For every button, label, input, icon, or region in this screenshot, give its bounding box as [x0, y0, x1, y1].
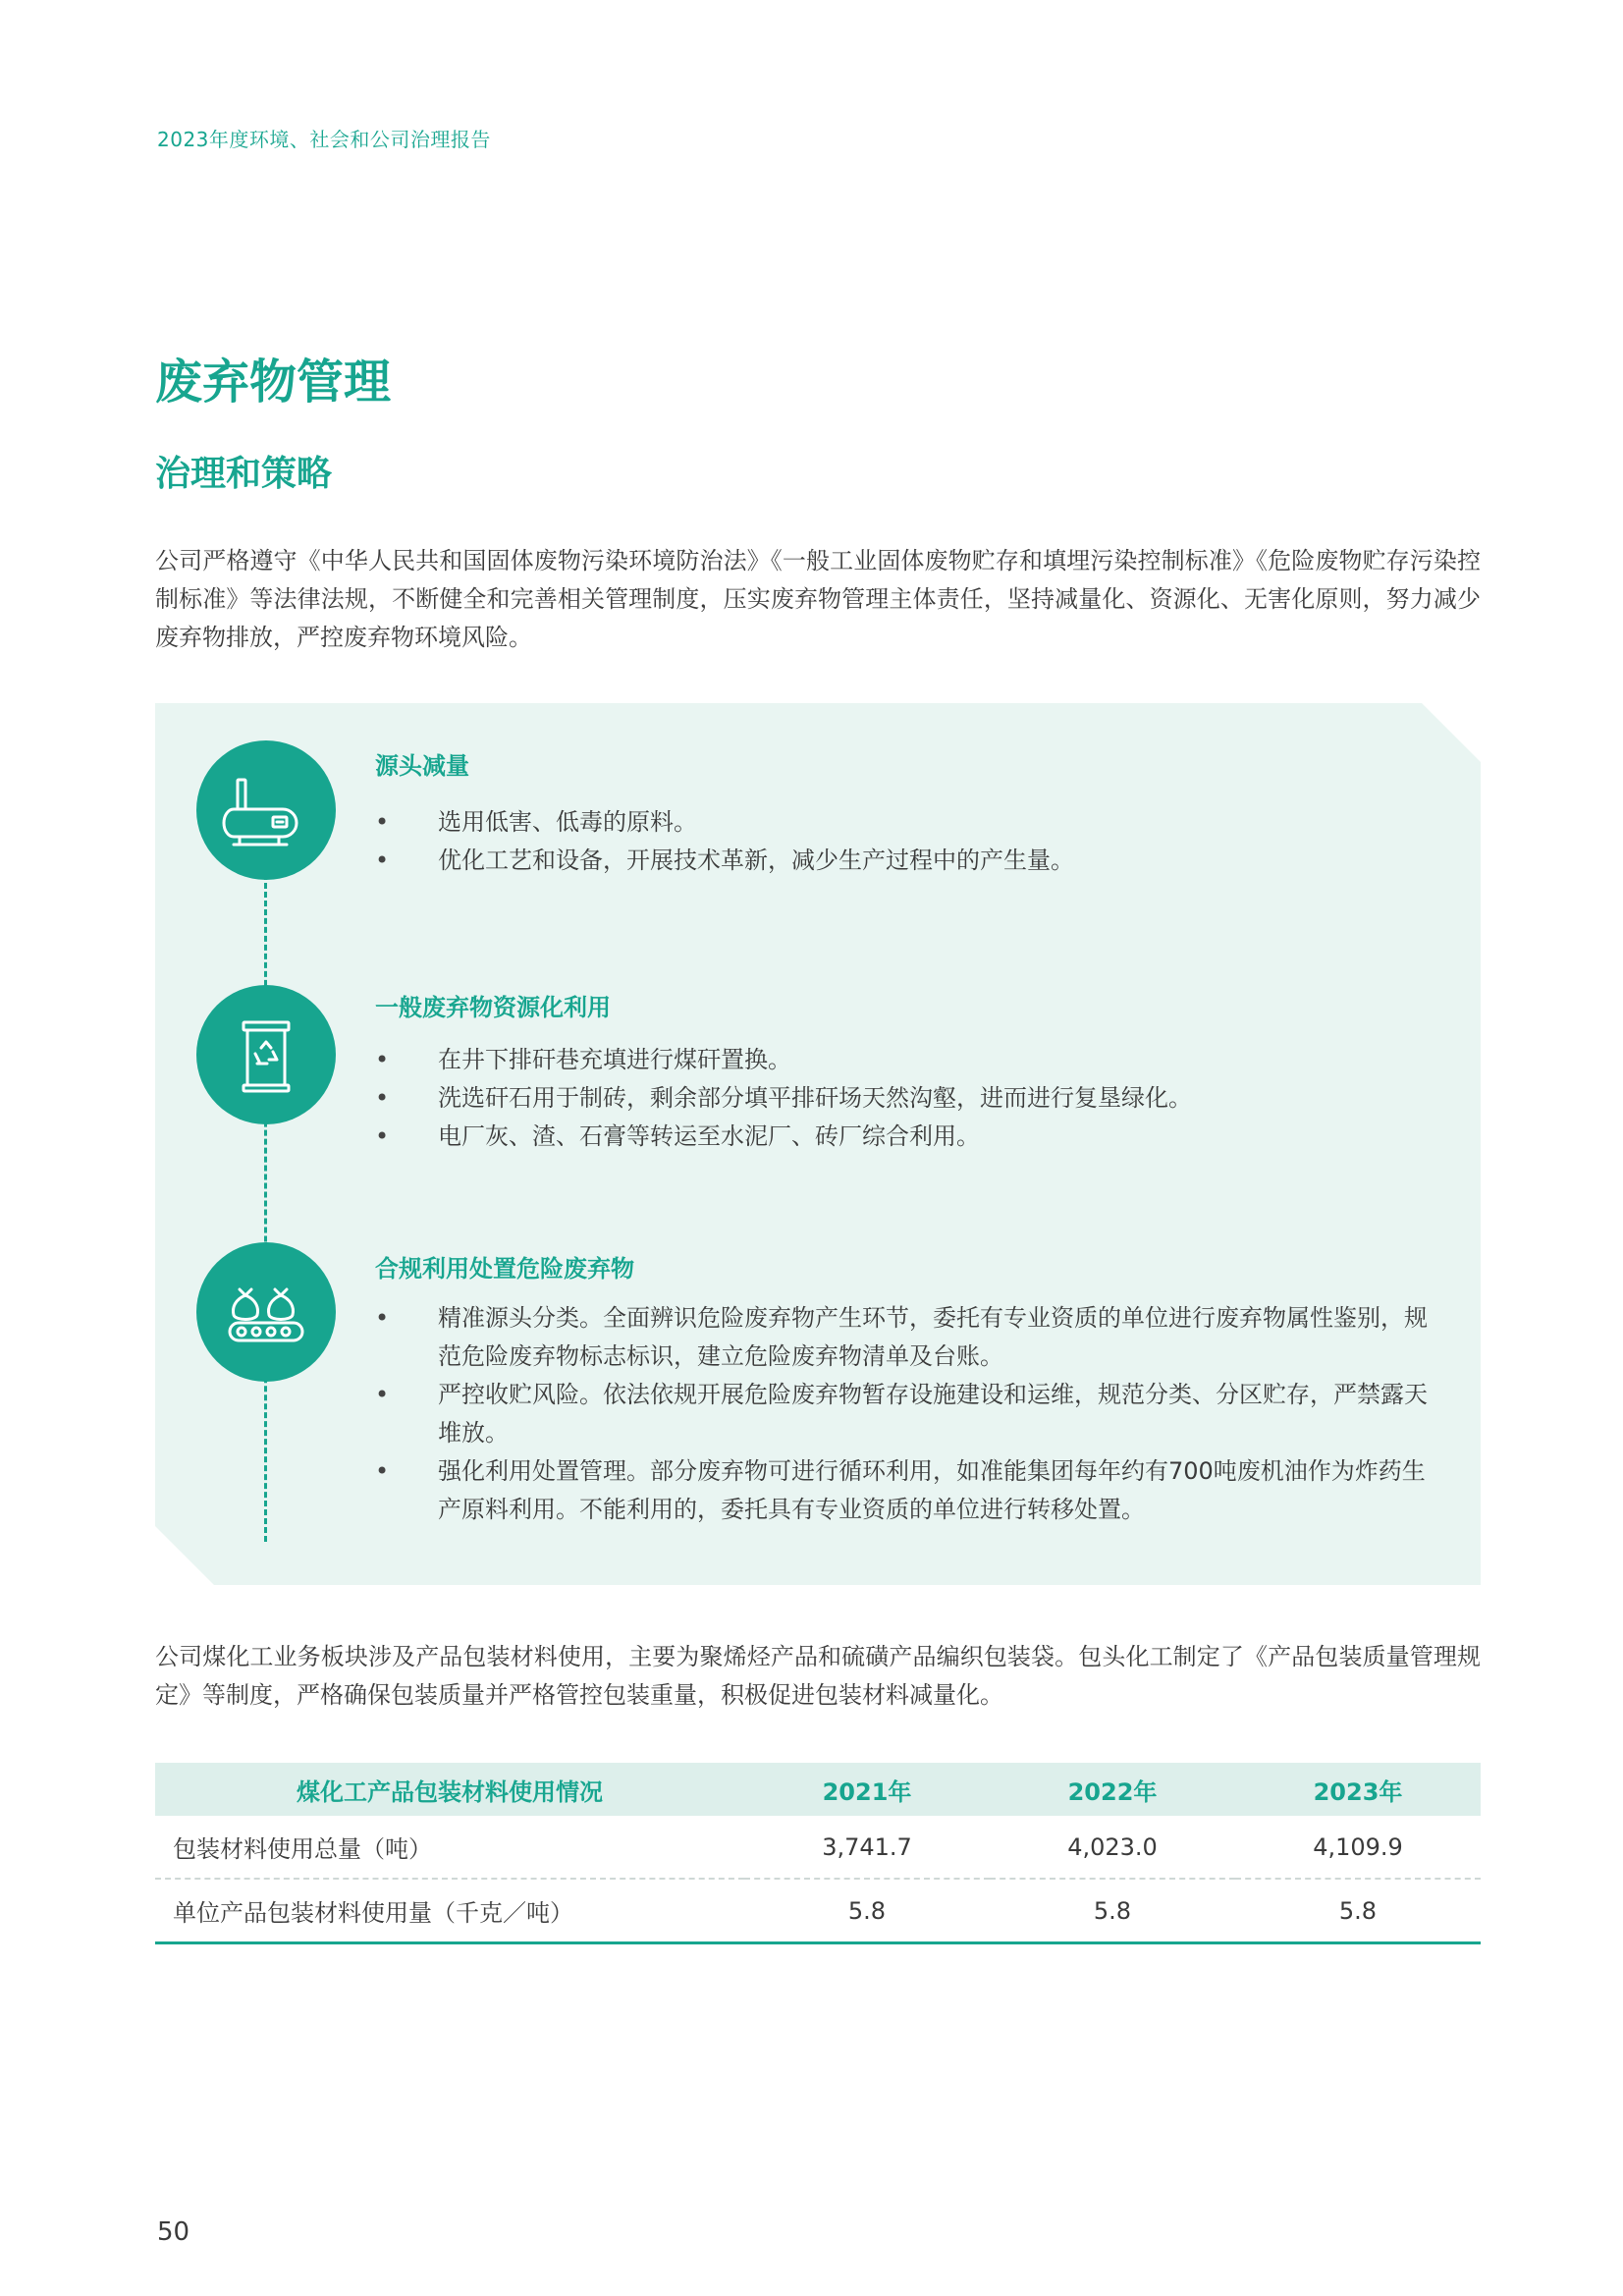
list-item: • 洗选矸石用于制砖，剩余部分填平排矸场天然沟壑，进而进行复垦绿化。 — [375, 1079, 1435, 1118]
section-title-hazardous-waste: 合规利用处置危险废弃物 — [375, 1255, 634, 1283]
table-row — [155, 1879, 1481, 1943]
intro-paragraph: 公司严格遵守《中华人民共和国固体废物污染环境防治法》《一般工业固体废物贮存和填埋污染控制标准》《危险废物贮存污染控制标准》等法律法规，不断健全和完善相关管理制度，压实废弃物管理主体责任，坚持减量化、资源化、无害化原则，努力减少废弃物排放，严控废弃物环境风险。 — [155, 547, 1481, 651]
table-cell: 4,109.9 — [1235, 1816, 1481, 1879]
boiler-icon — [196, 740, 336, 880]
hazardous-waste-list — [375, 1299, 1435, 1529]
list-item: • 严控收贮风险。依法依规开展危险废弃物暂存设施建设和运维，规范分类、分区贮存，严禁露天堆放。 — [375, 1376, 1435, 1452]
table-cell: 5.8 — [744, 1879, 990, 1943]
list-item: • 电厂灰、渣、石膏等转运至水泥厂、砖厂综合利用。 — [375, 1118, 1435, 1156]
section-title-source-reduction: 源头减量 — [375, 752, 469, 780]
section-title-general-waste-recycling: 一般废弃物资源化利用 — [375, 994, 611, 1021]
table-row — [155, 1816, 1481, 1879]
table-cell: 包装材料使用总量（吨） — [155, 1816, 744, 1879]
table-header-cell: 2022年 — [990, 1763, 1235, 1816]
report-header: 2023年度环境、社会和公司治理报告 — [157, 128, 491, 151]
page-title: 废弃物管理 — [155, 355, 392, 410]
page-number: 50 — [157, 2217, 190, 2247]
recycle-bin-icon — [196, 985, 336, 1124]
table-header-cell: 2021年 — [744, 1763, 990, 1816]
table-header-row — [155, 1763, 1481, 1816]
section-subtitle: 治理和策略 — [155, 454, 333, 494]
list-item: • 选用低害、低毒的原料。 — [375, 803, 1435, 842]
table-cell: 4,023.0 — [990, 1816, 1235, 1879]
table-header-cell: 2023年 — [1235, 1763, 1481, 1816]
table-cell: 3,741.7 — [744, 1816, 990, 1879]
conveyor-waste-bags-icon — [196, 1242, 336, 1382]
list-item: • 精准源头分类。全面辨识危险废弃物产生环节，委托有专业资质的单位进行废弃物属性鉴别，规范危险废弃物标志标识，建立危险废弃物清单及台账。 — [375, 1299, 1435, 1376]
list-item: • 强化利用处置管理。部分废弃物可进行循环利用，如准能集团每年约有700吨废机油作为炸药生产原料利用。不能利用的，委托具有专业资质的单位进行转移处置。 — [375, 1452, 1435, 1529]
table-cell: 5.8 — [1235, 1879, 1481, 1943]
table-cell: 5.8 — [990, 1879, 1235, 1943]
source-reduction-list — [375, 803, 1435, 880]
table-cell: 单位产品包装材料使用量（千克／吨） — [155, 1879, 744, 1943]
general-waste-list — [375, 1041, 1435, 1156]
list-item: • 优化工艺和设备，开展技术革新，减少生产过程中的产生量。 — [375, 842, 1435, 880]
packaging-paragraph: 公司煤化工业务板块涉及产品包装材料使用，主要为聚烯烃产品和硫磺产品编织包装袋。包头化工制定了《产品包装质量管理规定》等制度，严格确保包装质量并严格管控包装重量，积极促进包装材料减量化。 — [155, 1643, 1481, 1709]
timeline-connector — [264, 874, 267, 1542]
packaging-materials-table — [155, 1763, 1481, 1944]
list-item: • 在井下排矸巷充填进行煤矸置换。 — [375, 1041, 1435, 1079]
table-header-cell: 煤化工产品包装材料使用情况 — [155, 1763, 744, 1816]
